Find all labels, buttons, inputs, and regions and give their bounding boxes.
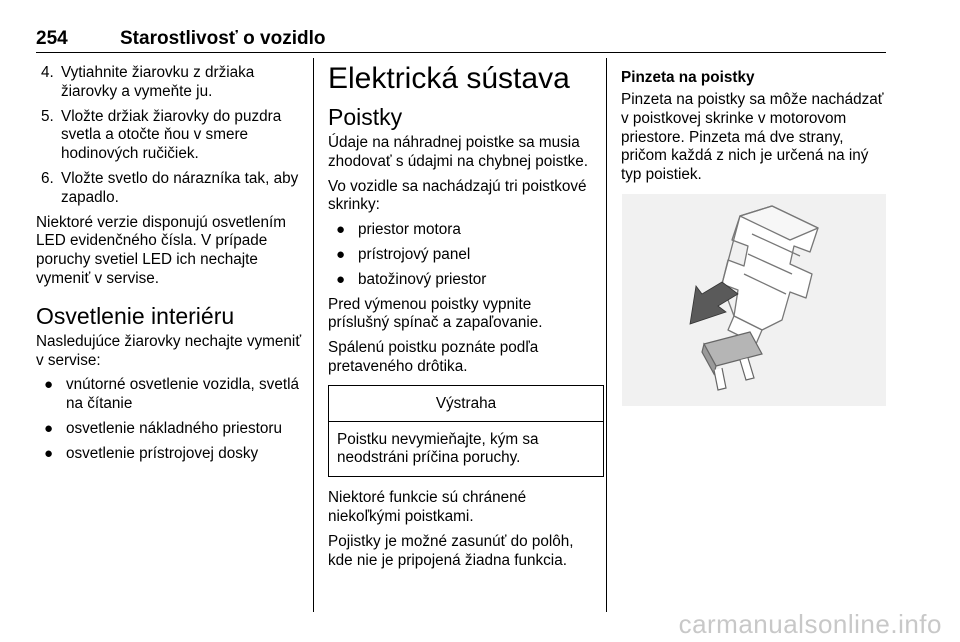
step-item [36, 108, 302, 164]
step-text: Vytiahnite žiarovku z držiaka žiarovky a vymeňte ju. [61, 64, 255, 100]
right-column [621, 58, 889, 191]
bullet-icon: ● [336, 221, 346, 239]
paragraph: Vo vozidle sa nachádzajú tri poistkové skrinky: [328, 177, 587, 214]
fuse-puller-drawing [622, 194, 886, 406]
paragraph: Pred výmenou poistky vypnite príslušný spínač a zapaľovanie. [328, 295, 543, 332]
fuse-puller-text: Pinzeta na poistky sa môže nachádzať v poistkovej skrinke v motorovom priestore. Pinzeta má dve strany, pričom každá z nich je určená na iný typ poistiek. [621, 91, 884, 184]
column-divider-2 [606, 58, 607, 612]
interior-lighting-heading: Osvetlenie interiéru [36, 302, 235, 329]
paragraph: Niektoré funkcie sú chránené niekoľkými poistkami. [328, 489, 527, 525]
step-item [36, 64, 302, 102]
running-title: Starostlivosť o vozidlo [120, 28, 326, 49]
list-item-text: osvetlenie prístrojovej dosky [66, 444, 259, 462]
list-item-text: prístrojový panel [358, 245, 471, 263]
middle-column [328, 58, 596, 576]
fuse-box-list [328, 221, 596, 289]
warning-title: Výstraha [329, 386, 603, 422]
list-item [328, 271, 596, 290]
list-item [328, 246, 596, 265]
steps-list [36, 64, 302, 208]
led-note: Niektoré verzie disponujú osvetlením LED evidenčného čísla. V prípade poruchy svetiel LED ich nechajte vymeniť v servise. [36, 213, 286, 287]
fuses-heading: Poistky [328, 104, 403, 130]
step-text: Vložte svetlo do nárazníka tak, aby zapadlo. [61, 169, 299, 206]
warning-text: Poistku nevymieňajte, kým sa neodstráni príčina poruchy. [337, 430, 539, 467]
direction-arrow-icon [690, 282, 738, 324]
left-column [36, 58, 302, 470]
warning-box [328, 385, 604, 477]
column-divider-1 [313, 58, 314, 612]
fuse-puller-heading: Pinzeta na poistky [621, 69, 755, 86]
list-item [328, 221, 596, 240]
step-number: 5. [41, 107, 54, 125]
list-item-text: priestor motora [358, 221, 461, 239]
fuse-puller-illustration [622, 194, 886, 406]
list-item [36, 376, 302, 414]
interior-intro: Nasledujúce žiarovky nechajte vymeniť v servise: [36, 332, 302, 369]
paragraph: Pojistky je možné zasunúť do polôh, kde nie je pripojená žiadna funkcia. [328, 532, 574, 569]
paragraph: Údaje na náhradnej poistke sa musia zhodovať s údajmi na chybnej poistke. [328, 134, 588, 170]
step-number: 6. [41, 169, 54, 187]
step-number: 4. [41, 64, 54, 81]
paragraph: Spálenú poistku poznáte podľa pretaveného drôtika. [328, 339, 539, 375]
page-header [36, 28, 886, 50]
list-item-text: batožinový priestor [358, 270, 487, 288]
bullet-icon: ● [44, 419, 54, 437]
interior-bulb-list [36, 376, 302, 463]
list-item-text: vnútorné osvetlenie vozidla, svetlá na čítanie [66, 376, 299, 413]
list-item [36, 420, 302, 439]
bullet-icon: ● [336, 270, 346, 288]
list-item [36, 445, 302, 464]
list-item-text: osvetlenie nákladného priestoru [66, 419, 283, 437]
step-item [36, 170, 302, 208]
header-rule [36, 52, 886, 53]
bullet-icon: ● [44, 376, 54, 394]
watermark: carmanualsonline.info [678, 609, 942, 639]
section-title: Elektrická sústava [328, 62, 570, 95]
bullet-icon: ● [44, 444, 54, 462]
step-text: Vložte držiak žiarovky do puzdra svetla a otočte ňou v smere hodinových ručičiek. [61, 107, 282, 163]
bullet-icon: ● [336, 245, 346, 263]
page-number: 254 [36, 28, 68, 49]
